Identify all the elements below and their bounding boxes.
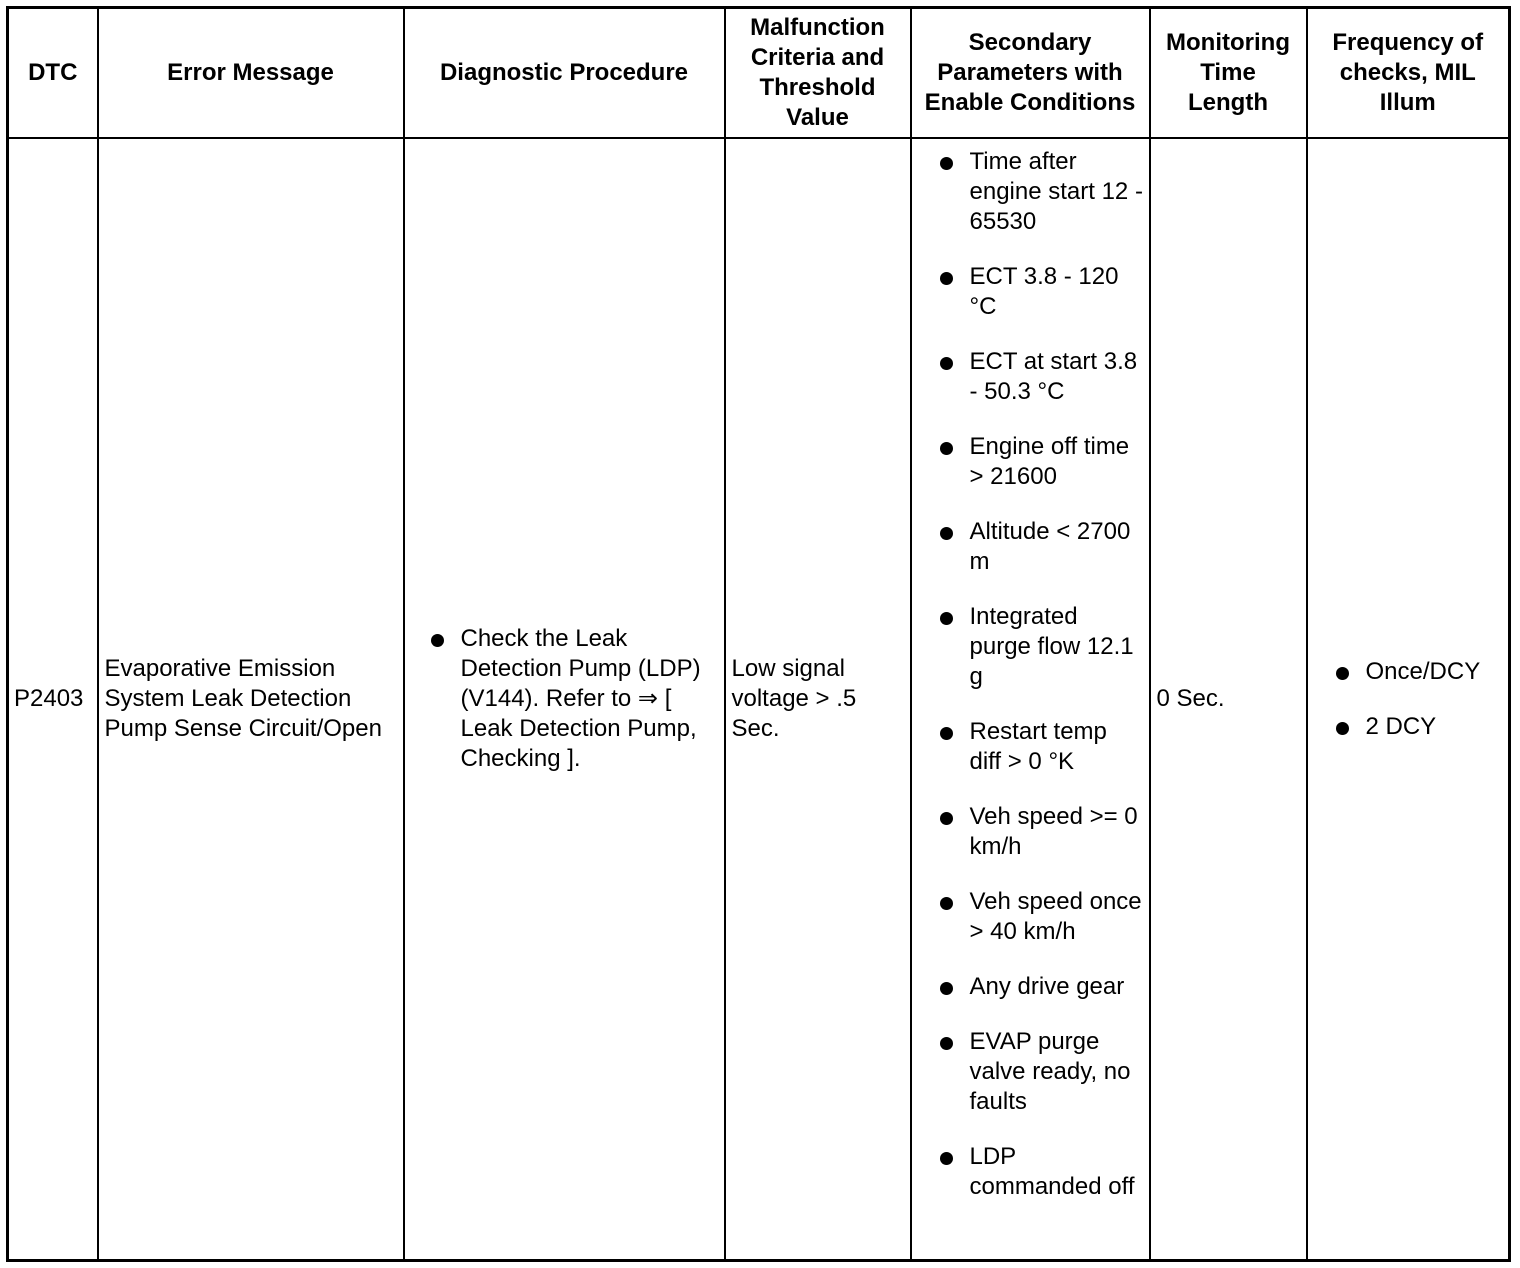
header-diagnostic-procedure: Diagnostic Procedure [404, 8, 725, 139]
header-frequency: Frequency of checks, MIL Illum [1307, 8, 1510, 139]
parameter-item: Veh speed once > 40 km/h [934, 887, 1145, 947]
parameter-item: Time after engine start 12 - 65530 [934, 147, 1145, 237]
parameter-item: Restart temp diff > 0 °K [934, 717, 1145, 777]
dtc-code-cell: P2403 [8, 138, 98, 1261]
frequency-list [1330, 657, 1503, 742]
parameters-cell [911, 138, 1150, 1261]
parameter-item: Veh speed >= 0 km/h [934, 802, 1145, 862]
parameter-item: ECT 3.8 - 120 °C [934, 262, 1145, 322]
parameter-item: EVAP purge valve ready, no faults [934, 1027, 1145, 1117]
parameter-item: Any drive gear [934, 972, 1145, 1002]
header-monitoring-time: Monitoring Time Length [1150, 8, 1307, 139]
procedure-cell [404, 138, 725, 1261]
parameter-item: LDP commanded off [934, 1142, 1145, 1202]
error-message-cell: Evaporative Emission System Leak Detection Pump Sense Circuit/Open [98, 138, 404, 1261]
procedure-list [425, 624, 716, 774]
monitoring-time-cell: 0 Sec. [1150, 138, 1307, 1261]
header-secondary-parameters: Secondary Parameters with Enable Conditions [911, 8, 1150, 139]
frequency-item: 2 DCY [1330, 712, 1503, 742]
dtc-table [6, 6, 1511, 1262]
procedure-item: Check the Leak Detection Pump (LDP) (V144). Refer to ⇒ [ Leak Detection Pump, Checking ]. [425, 624, 716, 774]
parameters-list [934, 147, 1145, 1202]
header-dtc: DTC [8, 8, 98, 139]
header-error-message: Error Message [98, 8, 404, 139]
parameter-item: Engine off time > 21600 [934, 432, 1145, 492]
frequency-cell [1307, 138, 1510, 1261]
parameter-item: Altitude < 2700 m [934, 517, 1145, 577]
parameter-item: ECT at start 3.8 - 50.3 °C [934, 347, 1145, 407]
table-row [8, 138, 1510, 1261]
malfunction-cell: Low signal voltage > .5 Sec. [725, 138, 911, 1261]
header-row [8, 8, 1510, 139]
header-malfunction-criteria: Malfunction Criteria and Threshold Value [725, 8, 911, 139]
frequency-item: Once/DCY [1330, 657, 1503, 687]
parameter-item: Integrated purge flow 12.1 g [934, 602, 1145, 692]
